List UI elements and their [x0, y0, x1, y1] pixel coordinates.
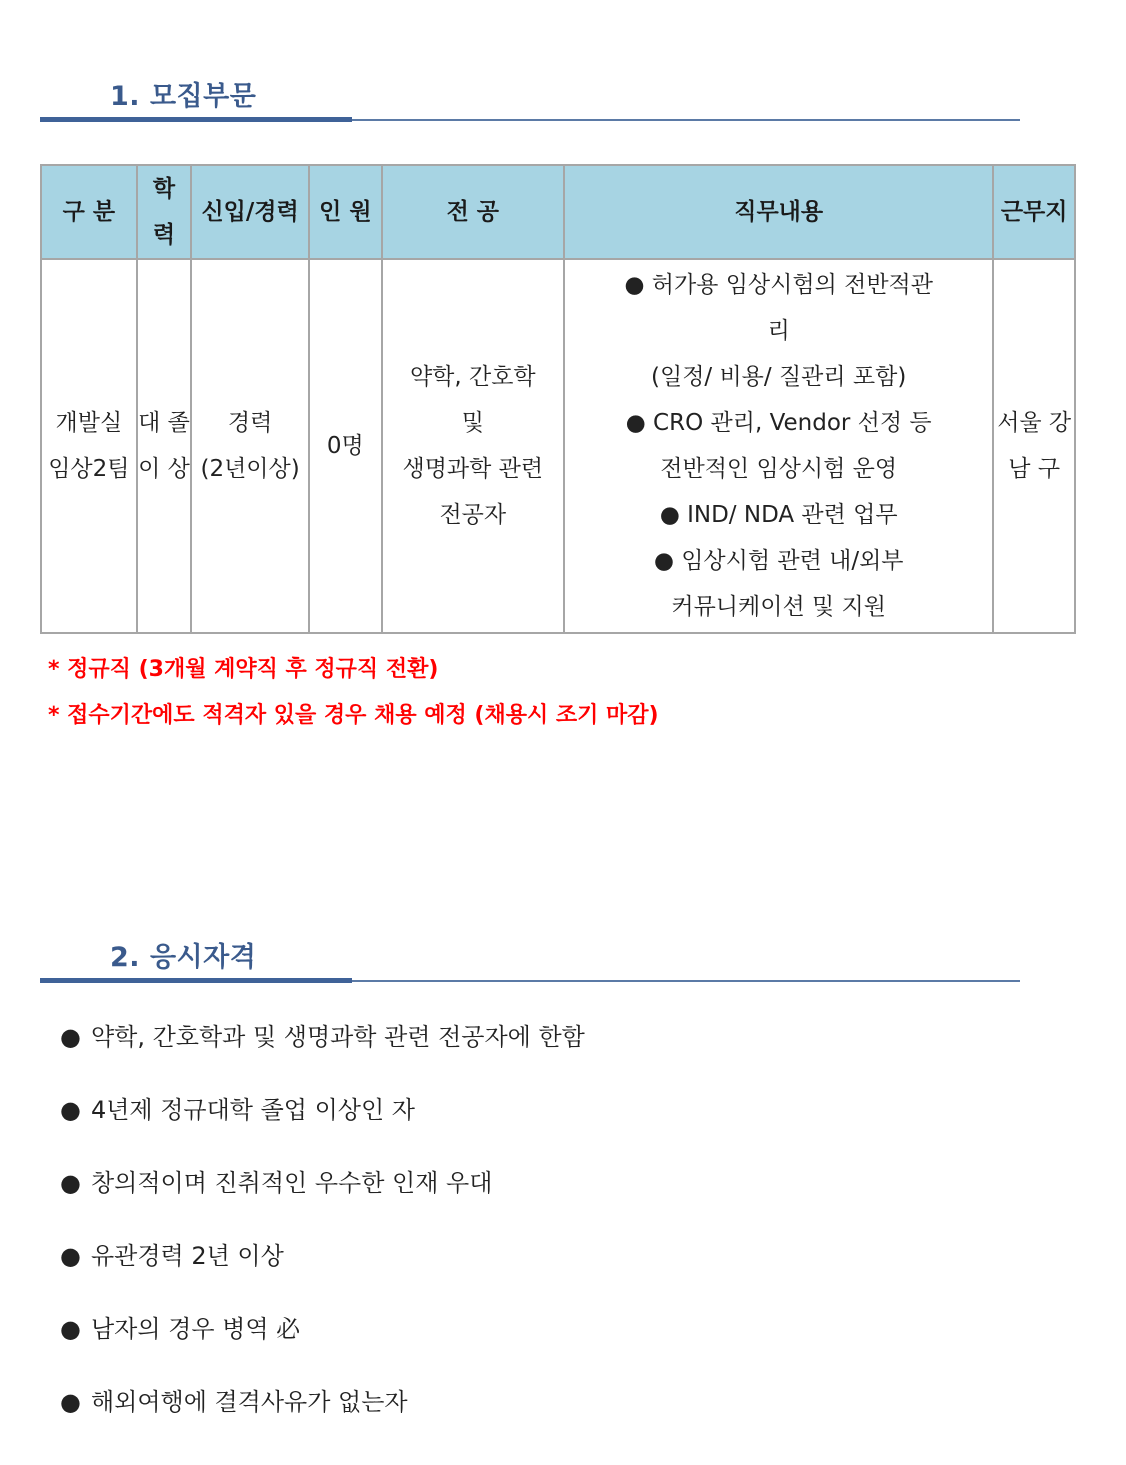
major-line: 약학, 간호학	[409, 364, 536, 390]
table-header-row	[42, 166, 1074, 258]
section-divider-accent	[40, 978, 352, 983]
qualification-text: 해외여행에 결격사유가 없는자	[90, 1388, 408, 1416]
duty-line: ● 허가용 임상시험의 전반적관	[624, 272, 933, 298]
list-item	[60, 1163, 492, 1198]
cell-duties	[565, 260, 992, 632]
recruitment-table	[40, 164, 1076, 634]
list-item	[60, 1236, 284, 1271]
bullet-icon: ●	[60, 1023, 81, 1051]
bullet-icon: ●	[60, 1315, 81, 1343]
header-career: 신입/경력	[192, 166, 308, 258]
cell-division: 개발실 임상2팀	[42, 260, 136, 632]
bullet-icon: ●	[60, 1096, 81, 1124]
duty-line: 리	[767, 318, 790, 344]
cell-headcount: 0명	[310, 260, 381, 632]
list-item	[60, 1382, 408, 1417]
cell-career	[192, 260, 308, 632]
duty-line: (일정/ 비용/ 질관리 포함)	[651, 364, 907, 390]
list-item	[60, 1017, 585, 1052]
header-major: 전 공	[383, 166, 563, 258]
bullet-icon: ●	[60, 1388, 81, 1416]
duty-line: ● CRO 관리, Vendor 선정 등	[625, 410, 932, 436]
career-line: 경력	[227, 410, 273, 436]
section-title-recruitment: 1. 모집부문	[110, 81, 257, 112]
header-duties: 직무내용	[565, 166, 992, 258]
table-row	[42, 260, 1074, 632]
qualification-text: 창의적이며 진취적인 우수한 인재 우대	[90, 1169, 493, 1197]
list-item	[60, 1090, 415, 1125]
note-early-close: * 접수기간에도 적격자 있을 경우 채용 예정 (채용시 조기 마감)	[48, 703, 659, 728]
section-divider-accent	[40, 117, 352, 122]
duty-line: 전반적인 임상시험 운영	[660, 456, 898, 482]
header-education: 학 력	[138, 166, 190, 258]
list-item	[60, 1309, 300, 1344]
major-line: 및	[461, 410, 484, 436]
bullet-icon: ●	[60, 1242, 81, 1270]
cell-major	[383, 260, 563, 632]
major-line: 생명과학 관련	[402, 456, 544, 482]
career-line: (2년이상)	[200, 456, 300, 482]
duty-line: ● 임상시험 관련 내/외부	[653, 548, 904, 574]
qualification-text: 약학, 간호학과 및 생명과학 관련 전공자에 한함	[90, 1023, 585, 1051]
bullet-icon: ●	[60, 1169, 81, 1197]
cell-education: 대 졸 이 상	[138, 260, 190, 632]
cell-location: 서울 강남 구	[994, 260, 1074, 632]
qualification-text: 유관경력 2년 이상	[90, 1242, 284, 1270]
duty-line: 커뮤니케이션 및 지원	[671, 594, 886, 620]
header-location: 근무지	[994, 166, 1074, 258]
major-line: 전공자	[439, 502, 507, 528]
section-title-qualifications: 2. 응시자격	[110, 942, 257, 973]
note-employment-type: * 정규직 (3개월 계약직 후 정규직 전환)	[48, 657, 439, 682]
qualification-text: 남자의 경우 병역 必	[90, 1315, 301, 1343]
duty-line: ● IND/ NDA 관련 업무	[659, 502, 898, 528]
qualification-text: 4년제 정규대학 졸업 이상인 자	[90, 1096, 415, 1124]
header-headcount: 인 원	[310, 166, 381, 258]
header-division: 구 분	[42, 166, 136, 258]
